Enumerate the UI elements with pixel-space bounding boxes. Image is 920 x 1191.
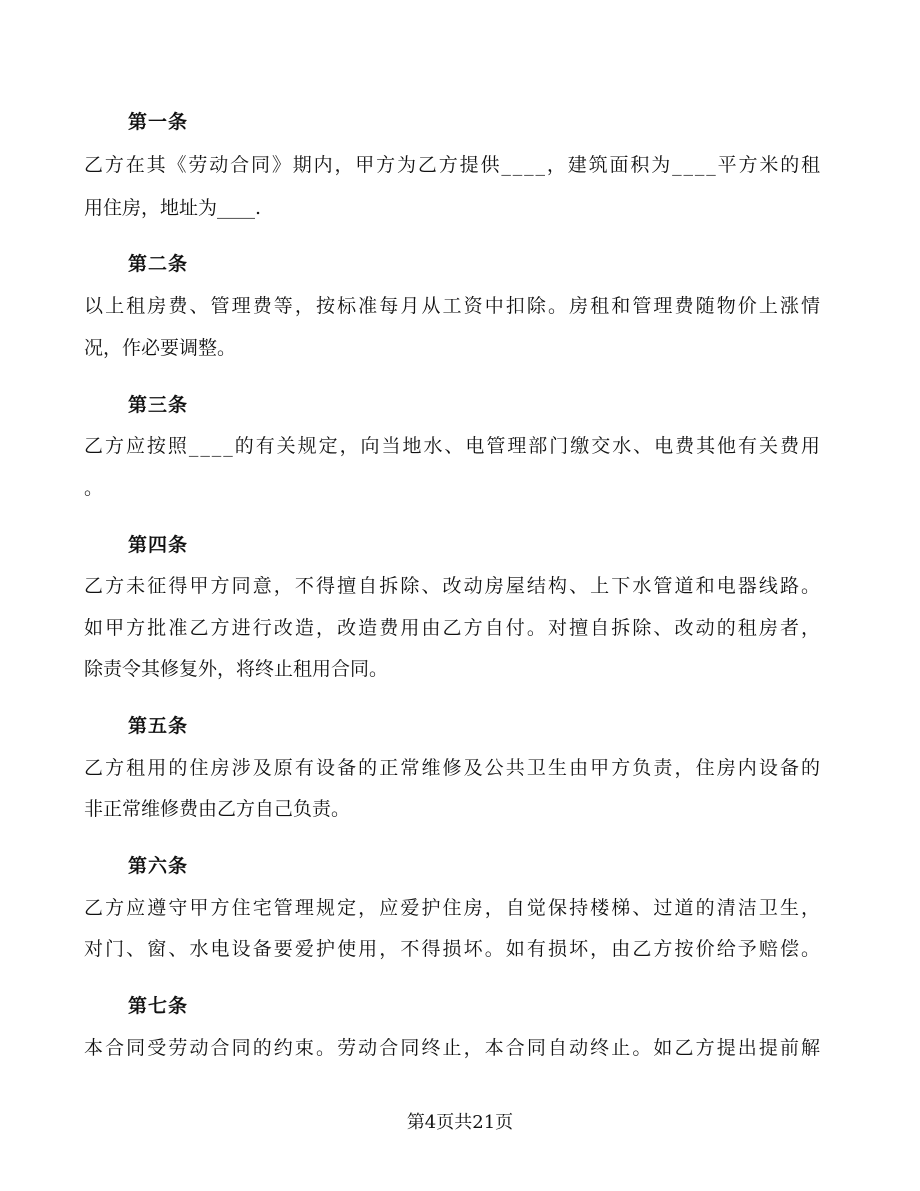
article-1-line-1: 乙方在其《劳动合同》期内，甲方为乙方提供____，建筑面积为____平方米的租	[84, 154, 822, 176]
article-6-heading: 第六条	[128, 855, 189, 877]
article-1-heading: 第一条	[128, 111, 189, 133]
article-3-heading: 第三条	[128, 394, 189, 416]
article-2-line-1: 以上租房费、管理费等，按标准每月从工资中扣除。房租和管理费随物价上涨情	[84, 295, 823, 317]
article-2-line-2: 况，作必要调整。	[84, 337, 237, 359]
article-2-heading: 第二条	[128, 253, 189, 275]
article-3-line-2: 。	[84, 477, 104, 499]
article-4-heading: 第四条	[128, 534, 189, 556]
article-6-line-1: 乙方应遵守甲方住宅管理规定，应爱护住房，自觉保持楼梯、过道的清洁卫生，	[84, 897, 823, 919]
article-4-line-1: 乙方未征得甲方同意，不得擅自拆除、改动房屋结构、上下水管道和电器线路。	[84, 575, 823, 597]
article-4-line-2: 如甲方批准乙方进行改造，改造费用由乙方自付。对擅自拆除、改动的租房者，	[84, 617, 823, 639]
article-4-line-3: 除责令其修复外，将终止租用合同。	[84, 658, 389, 680]
article-6-line-2: 对门、窗、水电设备要爱护使用，不得损坏。如有损坏，由乙方按价给予赔偿。	[84, 938, 823, 960]
article-1-line-2: 用住房，地址为____.	[84, 197, 262, 219]
article-5-line-2: 非正常维修费由乙方自己负责。	[84, 798, 351, 820]
article-7-heading: 第七条	[128, 995, 189, 1017]
article-5-line-1: 乙方租用的住房涉及原有设备的正常维修及公共卫生由甲方负责，住房内设备的	[84, 757, 823, 779]
page-number-footer: 第4页共21页	[406, 1112, 514, 1133]
article-5-heading: 第五条	[128, 715, 189, 737]
article-7-line-1: 本合同受劳动合同的约束。劳动合同终止，本合同自动终止。如乙方提出提前解	[84, 1037, 823, 1059]
article-3-line-1: 乙方应按照____的有关规定，向当地水、电管理部门缴交水、电费其他有关费用	[84, 435, 822, 457]
